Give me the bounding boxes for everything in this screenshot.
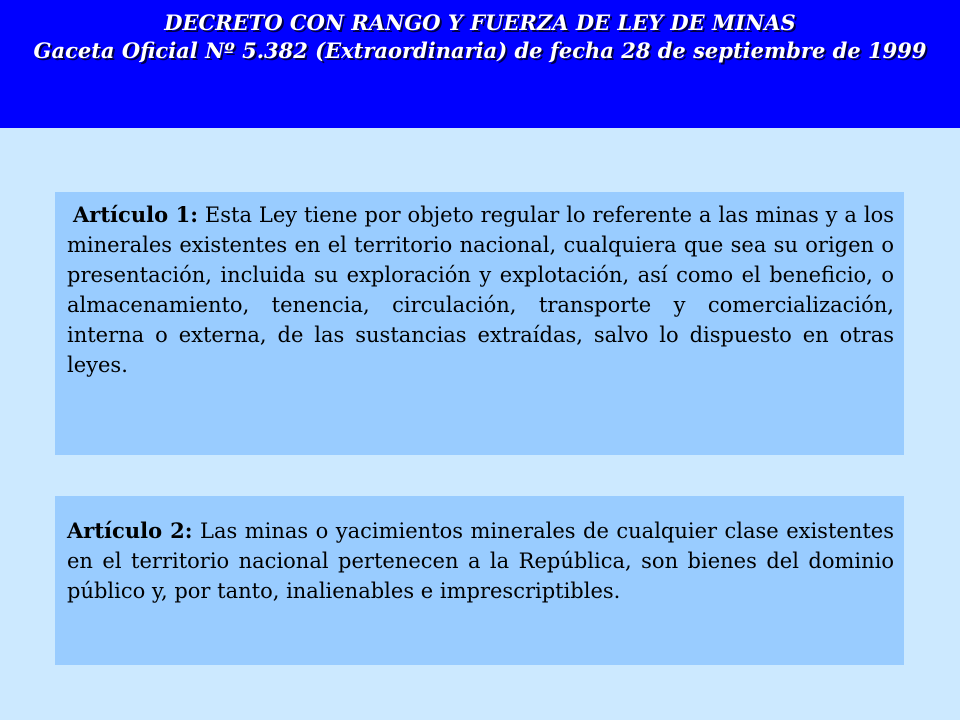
article-1-text: Esta Ley tiene por objeto regular lo referente a las minas y a los minerales existentes en el territorio nacional, cualquiera que sea su origen o presentación, incluida su exploración y explotación, así como el beneficio, o almacenamiento, tenencia, circulación, transporte y comercialización, interna o externa, de las sustancias extraídas, salvo lo dispuesto en otras leyes.	[67, 203, 894, 377]
article-2-heading: Artículo 2:	[67, 518, 193, 543]
gazette-reference: Gaceta Oficial Nº 5.382 (Extraordinaria) de fecha 28 de septiembre de 1999	[33, 38, 927, 63]
decree-title: DECRETO CON RANGO Y FUERZA DE LEY DE MINAS	[164, 10, 796, 35]
article-1-heading: Artículo 1:	[73, 202, 198, 227]
title-banner	[0, 0, 960, 128]
article-2-box	[55, 496, 904, 665]
article-1-box	[55, 192, 904, 455]
article-2-text: Las minas o yacimientos minerales de cualquier clase existentes en el territorio nacional pertenecen a la República, son bienes del dominio público y, por tanto, inalienables e imprescriptibles.	[67, 519, 894, 603]
